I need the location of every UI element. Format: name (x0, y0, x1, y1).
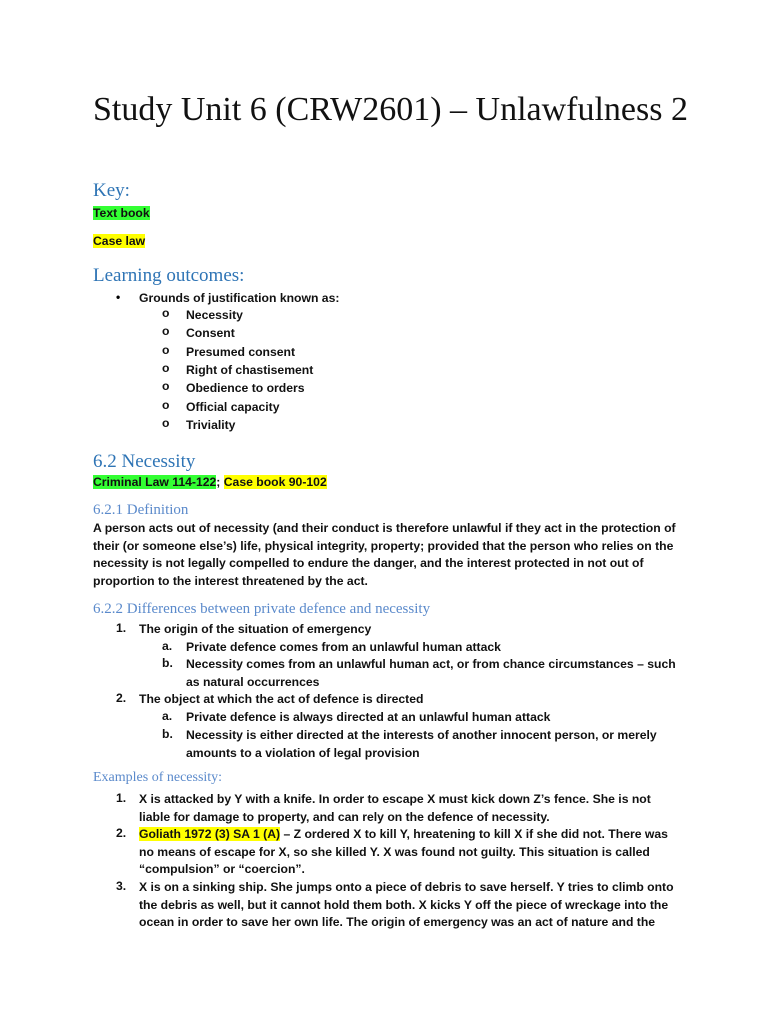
learning-outcomes-bullet: Grounds of justification known as: (139, 291, 340, 305)
list-number: 1. (116, 791, 127, 805)
page-title: Study Unit 6 (CRW2601) – Unlawfulness 2 (93, 91, 688, 128)
key-case-law (93, 233, 145, 250)
sub-bullet-icon: o (162, 379, 170, 393)
differences-heading: 6.2.2 Differences between private defence and necessity (93, 601, 431, 617)
outcome-item: Triviality (186, 418, 236, 432)
list-letter: b. (162, 656, 173, 670)
sub-bullet-icon: o (162, 306, 170, 320)
outcome-item: Necessity (186, 308, 243, 322)
difference-item: The object at which the act of defence is directed (139, 692, 424, 706)
difference-sub-item: Necessity is either directed at the interests of another innocent person, or merely amounts to a violation of legal provision (186, 728, 657, 760)
key-text-book-label: Text book (93, 206, 150, 220)
difference-item: The origin of the situation of emergency (139, 622, 372, 636)
key-text-book (93, 205, 150, 222)
difference-sub-item: Necessity comes from an unlawful human act, or from chance circumstances – such as natural occurrences (186, 657, 676, 689)
casebook-reference: Case book 90-102 (223, 475, 327, 489)
sub-bullet-icon: o (162, 398, 170, 412)
sub-bullet-icon: o (162, 324, 170, 338)
example-item: X is on a sinking ship. She jumps onto a piece of debris to save herself. Y tries to climb onto the debris as well, but it cannot hold them both. X kicks Y off the piece of wreckage into the ocean in order to save her own life. The origin of emergency was an act of nature and the (139, 880, 674, 930)
example-item (139, 826, 676, 879)
example-item: X is attacked by Y with a knife. In order to escape X must kick down Z’s fence. She is not liable for damage to property, and can rely on the defence of necessity. (139, 792, 651, 824)
definition-text: A person acts out of necessity (and their conduct is therefore unlawful if they act in the protection of their (or someone else’s) life, physical integrity, property; provided that the person who relies on the necessity is not legally compelled to endure the danger, and the interest protected in not out of proportion to the interest threatened by the act. (93, 521, 676, 588)
outcome-item: Presumed consent (186, 345, 296, 359)
case-citation: Goliath 1972 (3) SA 1 (A) (139, 827, 281, 841)
difference-sub-item: Private defence comes from an unlawful human attack (186, 640, 501, 654)
textbook-reference: Criminal Law 114-122 (93, 475, 217, 489)
outcome-item: Obedience to orders (186, 381, 305, 395)
list-number: 1. (116, 621, 127, 635)
list-letter: b. (162, 727, 173, 741)
sub-bullet-icon: o (162, 361, 170, 375)
list-number: 2. (116, 826, 127, 840)
outcome-item: Official capacity (186, 400, 280, 414)
definition-heading: 6.2.1 Definition (93, 502, 189, 518)
list-letter: a. (162, 709, 173, 723)
examples-heading: Examples of necessity: (93, 770, 223, 785)
sub-bullet-icon: o (162, 416, 170, 430)
list-letter: a. (162, 639, 173, 653)
outcome-item: Consent (186, 326, 235, 340)
key-heading: Key: (93, 180, 130, 201)
learning-outcomes-heading: Learning outcomes: (93, 265, 245, 286)
difference-sub-item: Private defence is always directed at an unlawful human attack (186, 710, 551, 724)
list-number: 2. (116, 691, 127, 705)
example-item-text: – Z ordered X to kill Y, hreatening to kill X if she did not. There was no means of escape for X, so she killed Y. X was found not guilty. This situation is called “compulsion” or “coercion”. (139, 827, 668, 877)
necessity-references (93, 474, 327, 491)
bullet-icon: • (116, 290, 121, 304)
list-number: 3. (116, 879, 127, 893)
reference-separator: ; (216, 475, 221, 489)
sub-bullet-icon: o (162, 343, 170, 357)
outcome-item: Right of chastisement (186, 363, 314, 377)
key-case-law-label: Case law (93, 234, 146, 248)
necessity-heading: 6.2 Necessity (93, 451, 196, 472)
